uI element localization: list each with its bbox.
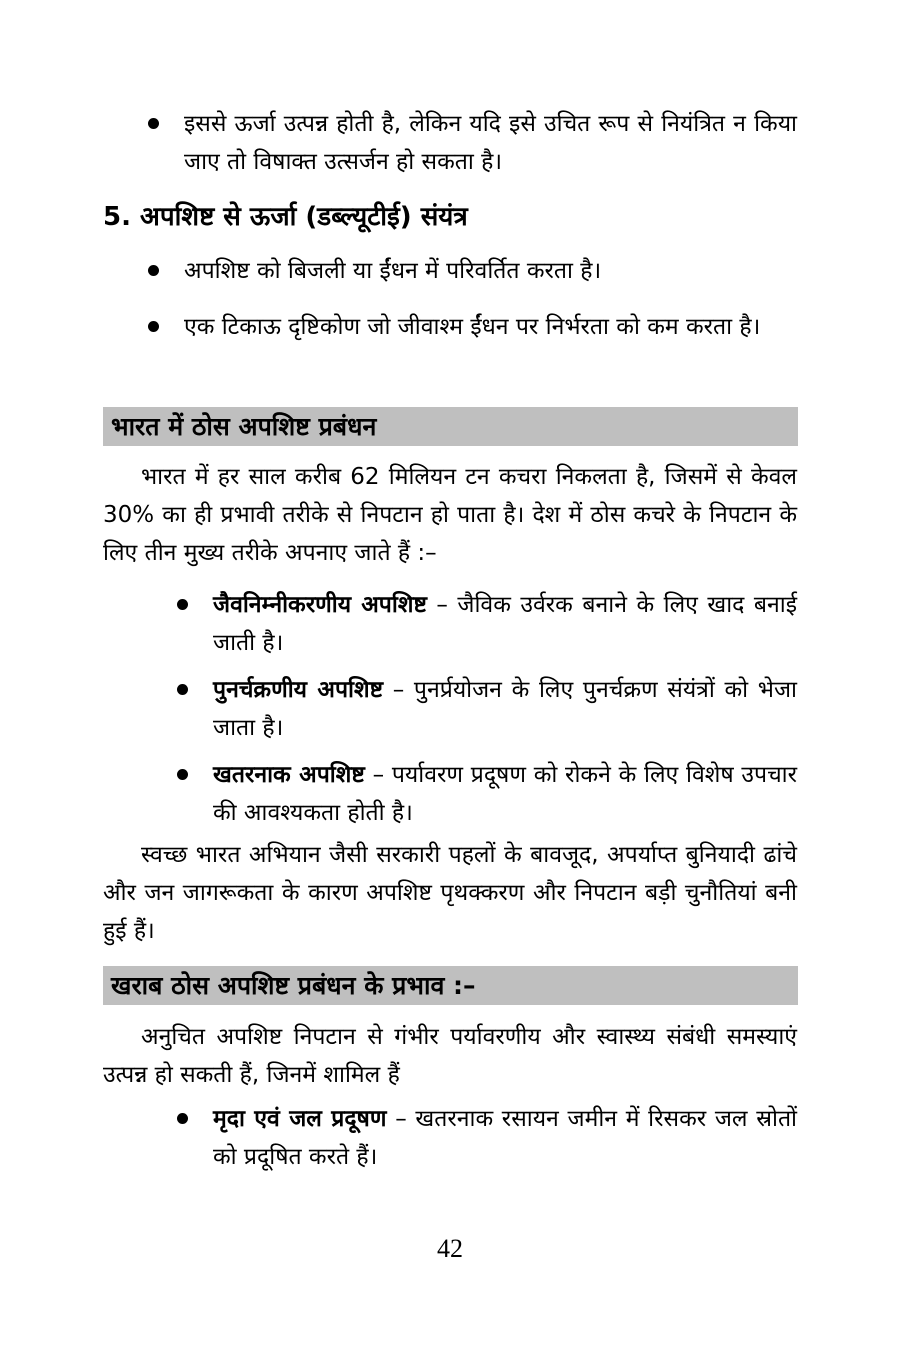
paragraph-improper-disposal: अनुचित अपशिष्ट निपटान से गंभीर पर्यावरणीय और स्वास्थ्य संबंधी समस्याएं उत्पन्न हो सकती हैं, जिनमें शामिल हैं (103, 1024, 797, 1088)
bullet-dash: – (395, 1106, 407, 1132)
bullet-icon (177, 1113, 188, 1124)
list-item (148, 105, 797, 181)
bullet-icon (177, 769, 188, 780)
section-heading-effects: खराब ठोस अपशिष्ट प्रबंधन के प्रभाव :– (103, 966, 798, 1005)
bullet-text: इससे ऊर्जा उत्पन्न होती है, लेकिन यदि इसे उचित रूप से नियंत्रित न किया जाए तो विषाक्त उत्सर्जन हो सकता है। (184, 111, 797, 175)
list-item (177, 671, 797, 747)
bullet-icon (177, 684, 188, 695)
paragraph-swachh-bharat: स्वच्छ भारत अभियान जैसी सरकारी पहलों के बावजूद, अपर्याप्त बुनियादी ढांचे और जन जागरूकता के कारण अपशिष्ट पृथक्करण और निपटान बड़ी चुनौतियां बनी हुई हैं। (103, 842, 797, 944)
bullet-term: पुनर्चक्रणीय अपशिष्ट (213, 677, 384, 703)
section-heading-wte-plant: 5. अपशिष्ट से ऊर्जा (डब्ल्यूटीई) संयंत्र (103, 202, 468, 232)
bullet-desc: पुनर्प्रयोजन के लिए पुनर्चक्रण संयंत्रों को भेजा जाता है। (213, 677, 797, 741)
bullet-icon (148, 321, 159, 332)
page-number: 42 (437, 1234, 463, 1263)
bullet-dash: – (372, 762, 385, 788)
list-item (177, 586, 797, 662)
bullet-term: मृदा एवं जल प्रदूषण (213, 1106, 387, 1132)
bullet-desc: पर्यावरण प्रदूषण को रोकने के लिए विशेष उपचार की आवश्यकता होती है। (213, 762, 798, 826)
bullet-desc: खतरनाक रसायन जमीन में रिसकर जल स्रोतों को प्रदूषित करते हैं। (213, 1106, 798, 1170)
bullet-text: एक टिकाऊ दृष्टिकोण जो जीवाश्म ईंधन पर निर्भरता को कम करता है। (184, 314, 761, 340)
bullet-term: खतरनाक अपशिष्ट (213, 762, 365, 788)
paragraph-waste-stats: भारत में हर साल करीब 62 मिलियन टन कचरा निकलता है, जिसमें से केवल 30% का ही प्रभावी तरीके से निपटान हो पाता है। देश में ठोस कचरे के निपटान के लिए तीन मुख्य तरीके अपनाए जाते हैं :– (103, 464, 797, 566)
bullet-icon (177, 599, 188, 610)
bullet-term: जैवनिम्नीकरणीय अपशिष्ट (213, 592, 427, 618)
bullet-dash: – (392, 677, 405, 703)
bullet-text: अपशिष्ट को बिजली या ईंधन में परिवर्तित करता है। (184, 258, 602, 284)
bullet-icon (148, 118, 159, 129)
section-heading-india-swm: भारत में ठोस अपशिष्ट प्रबंधन (103, 407, 798, 446)
bullet-dash: – (436, 592, 448, 618)
bullet-desc: जैविक उर्वरक बनाने के लिए खाद बनाई जाती है। (213, 592, 798, 656)
list-item (177, 1100, 797, 1176)
bullet-text (213, 1100, 797, 1176)
bullet-text (213, 756, 797, 832)
list-item (177, 756, 797, 832)
list-item (148, 252, 797, 290)
bullet-text (213, 671, 797, 747)
bullet-icon (148, 265, 159, 276)
list-item (148, 308, 797, 346)
bullet-text (213, 586, 797, 662)
